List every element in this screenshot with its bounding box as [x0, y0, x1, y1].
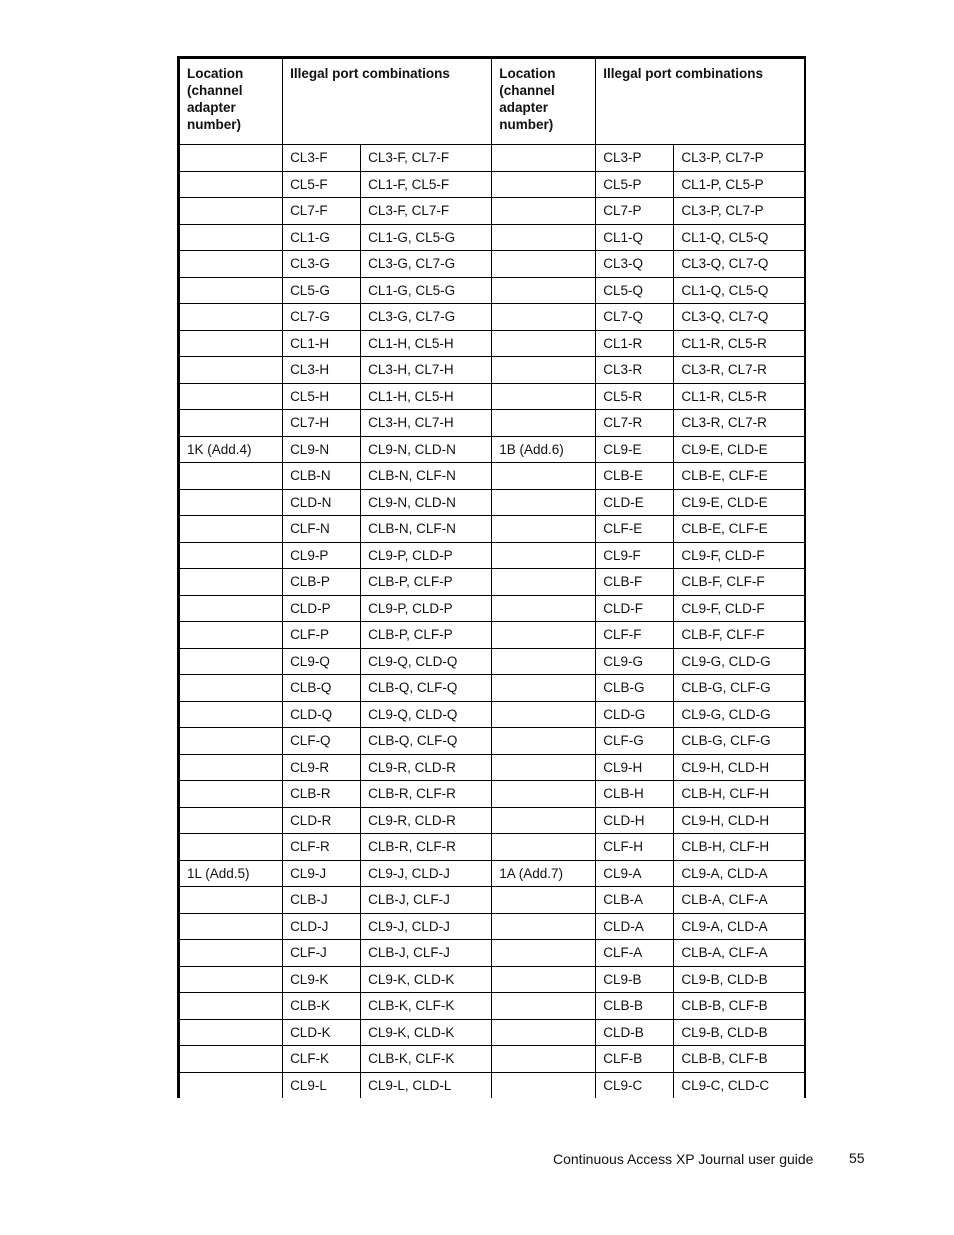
cell-port: CL3-P: [596, 145, 674, 172]
cell-port: CL7-F: [283, 198, 361, 225]
cell-port: CL7-R: [596, 410, 674, 437]
cell-illegal-combination: CLB-H, CLF-H: [674, 834, 805, 861]
cell-location: 1L (Add.5): [179, 860, 283, 887]
cell-port: CLB-A: [596, 887, 674, 914]
cell-port: CLD-G: [596, 701, 674, 728]
cell-location: [179, 171, 283, 198]
cell-illegal-combination: CL3-R, CL7-R: [674, 410, 805, 437]
cell-illegal-combination: CL9-R, CLD-R: [361, 754, 492, 781]
cell-port: CL7-H: [283, 410, 361, 437]
cell-location: [492, 648, 596, 675]
cell-illegal-combination: CL9-H, CLD-H: [674, 807, 805, 834]
cell-port: CLB-R: [283, 781, 361, 808]
cell-illegal-combination: CL9-B, CLD-B: [674, 1019, 805, 1046]
cell-location: [179, 1072, 283, 1098]
cell-port: CL9-H: [596, 754, 674, 781]
cell-illegal-combination: CL3-H, CL7-H: [361, 410, 492, 437]
cell-location: 1B (Add.6): [492, 436, 596, 463]
cell-port: CLF-P: [283, 622, 361, 649]
cell-location: [492, 1019, 596, 1046]
cell-port: CLF-A: [596, 940, 674, 967]
cell-illegal-combination: CLB-J, CLF-J: [361, 940, 492, 967]
cell-illegal-combination: CL9-B, CLD-B: [674, 966, 805, 993]
header-illegal-port-combinations: Illegal port combinations: [596, 58, 805, 145]
cell-port: CL9-L: [283, 1072, 361, 1098]
cell-location: [179, 887, 283, 914]
cell-illegal-combination: CLB-H, CLF-H: [674, 781, 805, 808]
cell-port: CLD-H: [596, 807, 674, 834]
cell-port: CL9-F: [596, 542, 674, 569]
cell-location: [179, 595, 283, 622]
cell-illegal-combination: CLB-K, CLF-K: [361, 1046, 492, 1073]
cell-port: CL5-R: [596, 383, 674, 410]
table-row: [179, 383, 806, 410]
cell-port: CL3-H: [283, 357, 361, 384]
cell-illegal-combination: CL1-G, CL5-G: [361, 224, 492, 251]
cell-port: CL7-G: [283, 304, 361, 331]
table-body: [179, 145, 806, 1099]
cell-illegal-combination: CLB-B, CLF-B: [674, 1046, 805, 1073]
cell-illegal-combination: CL3-F, CL7-F: [361, 145, 492, 172]
cell-location: [492, 383, 596, 410]
cell-illegal-combination: CL1-H, CL5-H: [361, 383, 492, 410]
cell-port: CLF-K: [283, 1046, 361, 1073]
cell-location: [492, 966, 596, 993]
table-row: [179, 436, 806, 463]
table-row: [179, 781, 806, 808]
cell-location: [179, 1046, 283, 1073]
table-row: [179, 569, 806, 596]
cell-location: [492, 940, 596, 967]
cell-illegal-combination: CL9-J, CLD-J: [361, 913, 492, 940]
table-row: [179, 807, 806, 834]
cell-port: CL9-J: [283, 860, 361, 887]
table-row: [179, 304, 806, 331]
cell-location: [492, 304, 596, 331]
cell-port: CL9-Q: [283, 648, 361, 675]
cell-illegal-combination: CL9-E, CLD-E: [674, 489, 805, 516]
cell-illegal-combination: CL9-F, CLD-F: [674, 542, 805, 569]
table-row: [179, 277, 806, 304]
cell-port: CL1-G: [283, 224, 361, 251]
cell-port: CL9-G: [596, 648, 674, 675]
table-row: [179, 913, 806, 940]
cell-location: [179, 463, 283, 490]
cell-port: CLD-J: [283, 913, 361, 940]
table-row: [179, 675, 806, 702]
cell-port: CLD-E: [596, 489, 674, 516]
cell-illegal-combination: CL1-R, CL5-R: [674, 383, 805, 410]
cell-illegal-combination: CL9-P, CLD-P: [361, 542, 492, 569]
cell-port: CL3-R: [596, 357, 674, 384]
cell-illegal-combination: CL9-N, CLD-N: [361, 489, 492, 516]
cell-illegal-combination: CLB-F, CLF-F: [674, 569, 805, 596]
cell-illegal-combination: CL9-H, CLD-H: [674, 754, 805, 781]
cell-location: [179, 516, 283, 543]
cell-location: [492, 887, 596, 914]
cell-port: CL3-F: [283, 145, 361, 172]
table-row: [179, 224, 806, 251]
cell-illegal-combination: CL1-F, CL5-F: [361, 171, 492, 198]
cell-location: [492, 251, 596, 278]
cell-illegal-combination: CL9-N, CLD-N: [361, 436, 492, 463]
cell-illegal-combination: CL9-K, CLD-K: [361, 966, 492, 993]
cell-illegal-combination: CLB-R, CLF-R: [361, 781, 492, 808]
cell-location: [179, 781, 283, 808]
cell-illegal-combination: CL3-R, CL7-R: [674, 357, 805, 384]
cell-port: CLF-R: [283, 834, 361, 861]
cell-port: CL3-G: [283, 251, 361, 278]
cell-illegal-combination: CL3-G, CL7-G: [361, 251, 492, 278]
cell-illegal-combination: CL9-K, CLD-K: [361, 1019, 492, 1046]
cell-illegal-combination: CLB-G, CLF-G: [674, 675, 805, 702]
cell-port: CLF-B: [596, 1046, 674, 1073]
cell-illegal-combination: CL3-P, CL7-P: [674, 145, 805, 172]
cell-location: [492, 410, 596, 437]
table-row: [179, 940, 806, 967]
cell-illegal-combination: CL1-G, CL5-G: [361, 277, 492, 304]
cell-location: [179, 145, 283, 172]
cell-port: CL9-K: [283, 966, 361, 993]
table-row: [179, 648, 806, 675]
cell-port: CL7-Q: [596, 304, 674, 331]
header-illegal-port-combinations: Illegal port combinations: [283, 58, 492, 145]
table-row: [179, 1046, 806, 1073]
cell-location: [179, 807, 283, 834]
cell-illegal-combination: CLB-E, CLF-E: [674, 463, 805, 490]
cell-location: [179, 489, 283, 516]
cell-illegal-combination: CLB-A, CLF-A: [674, 940, 805, 967]
cell-illegal-combination: CLB-J, CLF-J: [361, 887, 492, 914]
cell-illegal-combination: CLB-N, CLF-N: [361, 516, 492, 543]
cell-location: [492, 224, 596, 251]
cell-port: CLF-H: [596, 834, 674, 861]
cell-port: CLD-Q: [283, 701, 361, 728]
cell-location: [179, 410, 283, 437]
cell-location: [179, 277, 283, 304]
cell-location: [492, 1046, 596, 1073]
cell-port: CLD-R: [283, 807, 361, 834]
cell-port: CL9-E: [596, 436, 674, 463]
cell-location: [179, 966, 283, 993]
cell-port: CLF-E: [596, 516, 674, 543]
cell-location: [492, 781, 596, 808]
cell-illegal-combination: CL9-G, CLD-G: [674, 701, 805, 728]
cell-illegal-combination: CL9-A, CLD-A: [674, 860, 805, 887]
cell-illegal-combination: CLB-A, CLF-A: [674, 887, 805, 914]
cell-port: CLF-N: [283, 516, 361, 543]
cell-port: CLB-N: [283, 463, 361, 490]
cell-illegal-combination: CLB-K, CLF-K: [361, 993, 492, 1020]
cell-illegal-combination: CL9-C, CLD-C: [674, 1072, 805, 1098]
cell-port: CL9-R: [283, 754, 361, 781]
cell-location: [492, 595, 596, 622]
cell-location: [492, 913, 596, 940]
table-row: [179, 622, 806, 649]
page-number: 55: [849, 1150, 865, 1166]
table-row: [179, 198, 806, 225]
cell-illegal-combination: CLB-R, CLF-R: [361, 834, 492, 861]
cell-illegal-combination: CL3-P, CL7-P: [674, 198, 805, 225]
cell-illegal-combination: CLB-Q, CLF-Q: [361, 728, 492, 755]
cell-port: CL5-Q: [596, 277, 674, 304]
table-row: [179, 489, 806, 516]
cell-location: [179, 569, 283, 596]
cell-port: CLD-A: [596, 913, 674, 940]
cell-location: [492, 993, 596, 1020]
table-row: [179, 145, 806, 172]
cell-location: [492, 330, 596, 357]
table-row: [179, 834, 806, 861]
table-row: [179, 330, 806, 357]
cell-location: [179, 1019, 283, 1046]
cell-port: CL5-G: [283, 277, 361, 304]
cell-location: [492, 834, 596, 861]
cell-port: CLF-Q: [283, 728, 361, 755]
cell-location: [492, 277, 596, 304]
cell-port: CL1-Q: [596, 224, 674, 251]
cell-location: [179, 993, 283, 1020]
cell-port: CL1-R: [596, 330, 674, 357]
cell-illegal-combination: CL9-G, CLD-G: [674, 648, 805, 675]
cell-port: CL5-P: [596, 171, 674, 198]
cell-illegal-combination: CL9-A, CLD-A: [674, 913, 805, 940]
cell-illegal-combination: CL3-Q, CL7-Q: [674, 251, 805, 278]
cell-illegal-combination: CL9-Q, CLD-Q: [361, 648, 492, 675]
cell-location: [179, 251, 283, 278]
cell-illegal-combination: CLB-G, CLF-G: [674, 728, 805, 755]
cell-location: 1K (Add.4): [179, 436, 283, 463]
cell-location: [179, 224, 283, 251]
cell-location: [492, 622, 596, 649]
cell-port: CL7-P: [596, 198, 674, 225]
cell-location: [179, 542, 283, 569]
table-row: [179, 701, 806, 728]
cell-location: [179, 728, 283, 755]
header-location: Location (channel adapter number): [179, 58, 283, 145]
cell-port: CL1-H: [283, 330, 361, 357]
cell-illegal-combination: CL1-R, CL5-R: [674, 330, 805, 357]
cell-port: CLB-Q: [283, 675, 361, 702]
cell-illegal-combination: CLB-Q, CLF-Q: [361, 675, 492, 702]
cell-location: [179, 383, 283, 410]
cell-illegal-combination: CL3-G, CL7-G: [361, 304, 492, 331]
cell-location: [179, 198, 283, 225]
cell-location: [492, 516, 596, 543]
cell-illegal-combination: CL3-Q, CL7-Q: [674, 304, 805, 331]
table-row: [179, 542, 806, 569]
cell-illegal-combination: CLB-E, CLF-E: [674, 516, 805, 543]
cell-location: [492, 701, 596, 728]
table-row: [179, 251, 806, 278]
cell-port: CLB-F: [596, 569, 674, 596]
cell-illegal-combination: CL9-Q, CLD-Q: [361, 701, 492, 728]
cell-illegal-combination: CL9-P, CLD-P: [361, 595, 492, 622]
cell-illegal-combination: CLB-B, CLF-B: [674, 993, 805, 1020]
cell-location: [492, 171, 596, 198]
cell-illegal-combination: CLB-P, CLF-P: [361, 622, 492, 649]
cell-location: [179, 675, 283, 702]
cell-illegal-combination: CL1-Q, CL5-Q: [674, 224, 805, 251]
cell-port: CLF-G: [596, 728, 674, 755]
cell-port: CLB-P: [283, 569, 361, 596]
cell-location: [492, 675, 596, 702]
cell-illegal-combination: CL1-Q, CL5-Q: [674, 277, 805, 304]
table-row: [179, 410, 806, 437]
cell-port: CLD-B: [596, 1019, 674, 1046]
cell-illegal-combination: CL9-F, CLD-F: [674, 595, 805, 622]
cell-location: [179, 940, 283, 967]
cell-port: CL9-P: [283, 542, 361, 569]
header-location: Location (channel adapter number): [492, 58, 596, 145]
table-row: [179, 357, 806, 384]
footer-document-title: Continuous Access XP Journal user guide: [553, 1151, 814, 1167]
cell-illegal-combination: CL3-H, CL7-H: [361, 357, 492, 384]
cell-location: [492, 569, 596, 596]
cell-port: CL9-B: [596, 966, 674, 993]
cell-port: CLD-P: [283, 595, 361, 622]
table-row: [179, 887, 806, 914]
cell-location: [179, 701, 283, 728]
cell-port: CLB-E: [596, 463, 674, 490]
cell-port: CLD-F: [596, 595, 674, 622]
cell-illegal-combination: CLB-P, CLF-P: [361, 569, 492, 596]
cell-location: [179, 622, 283, 649]
cell-illegal-combination: CLB-N, CLF-N: [361, 463, 492, 490]
cell-location: [179, 913, 283, 940]
cell-location: [179, 648, 283, 675]
cell-port: CLF-F: [596, 622, 674, 649]
table-row: [179, 171, 806, 198]
cell-location: [492, 807, 596, 834]
cell-location: [492, 754, 596, 781]
cell-location: [492, 489, 596, 516]
cell-port: CL5-H: [283, 383, 361, 410]
cell-illegal-combination: CL9-L, CLD-L: [361, 1072, 492, 1098]
table-row: [179, 993, 806, 1020]
port-combinations-table: [177, 56, 806, 1098]
cell-location: [179, 834, 283, 861]
table-row: [179, 966, 806, 993]
table-row: [179, 516, 806, 543]
cell-port: CL9-N: [283, 436, 361, 463]
cell-location: [492, 728, 596, 755]
cell-port: CLF-J: [283, 940, 361, 967]
table-row: [179, 463, 806, 490]
cell-location: [492, 198, 596, 225]
table-row: [179, 860, 806, 887]
cell-illegal-combination: CLB-F, CLF-F: [674, 622, 805, 649]
table-header: [179, 58, 806, 145]
table-row: [179, 1019, 806, 1046]
cell-port: CL9-A: [596, 860, 674, 887]
cell-location: [492, 463, 596, 490]
table-row: [179, 754, 806, 781]
cell-location: [492, 145, 596, 172]
table-row: [179, 728, 806, 755]
cell-location: [179, 304, 283, 331]
cell-port: CLB-G: [596, 675, 674, 702]
header-row: [179, 58, 806, 145]
cell-port: CL9-C: [596, 1072, 674, 1098]
cell-illegal-combination: CL9-E, CLD-E: [674, 436, 805, 463]
cell-port: CLB-B: [596, 993, 674, 1020]
cell-location: [179, 754, 283, 781]
cell-location: 1A (Add.7): [492, 860, 596, 887]
cell-port: CLD-K: [283, 1019, 361, 1046]
cell-location: [492, 1072, 596, 1098]
cell-illegal-combination: CL1-H, CL5-H: [361, 330, 492, 357]
cell-illegal-combination: CL3-F, CL7-F: [361, 198, 492, 225]
cell-port: CLB-J: [283, 887, 361, 914]
table-row: [179, 1072, 806, 1098]
cell-port: CL3-Q: [596, 251, 674, 278]
cell-port: CLB-K: [283, 993, 361, 1020]
cell-port: CLB-H: [596, 781, 674, 808]
table-row: [179, 595, 806, 622]
cell-location: [179, 330, 283, 357]
cell-port: CL5-F: [283, 171, 361, 198]
cell-illegal-combination: CL1-P, CL5-P: [674, 171, 805, 198]
cell-illegal-combination: CL9-J, CLD-J: [361, 860, 492, 887]
cell-illegal-combination: CL9-R, CLD-R: [361, 807, 492, 834]
cell-location: [179, 357, 283, 384]
cell-port: CLD-N: [283, 489, 361, 516]
cell-location: [492, 542, 596, 569]
cell-location: [492, 357, 596, 384]
